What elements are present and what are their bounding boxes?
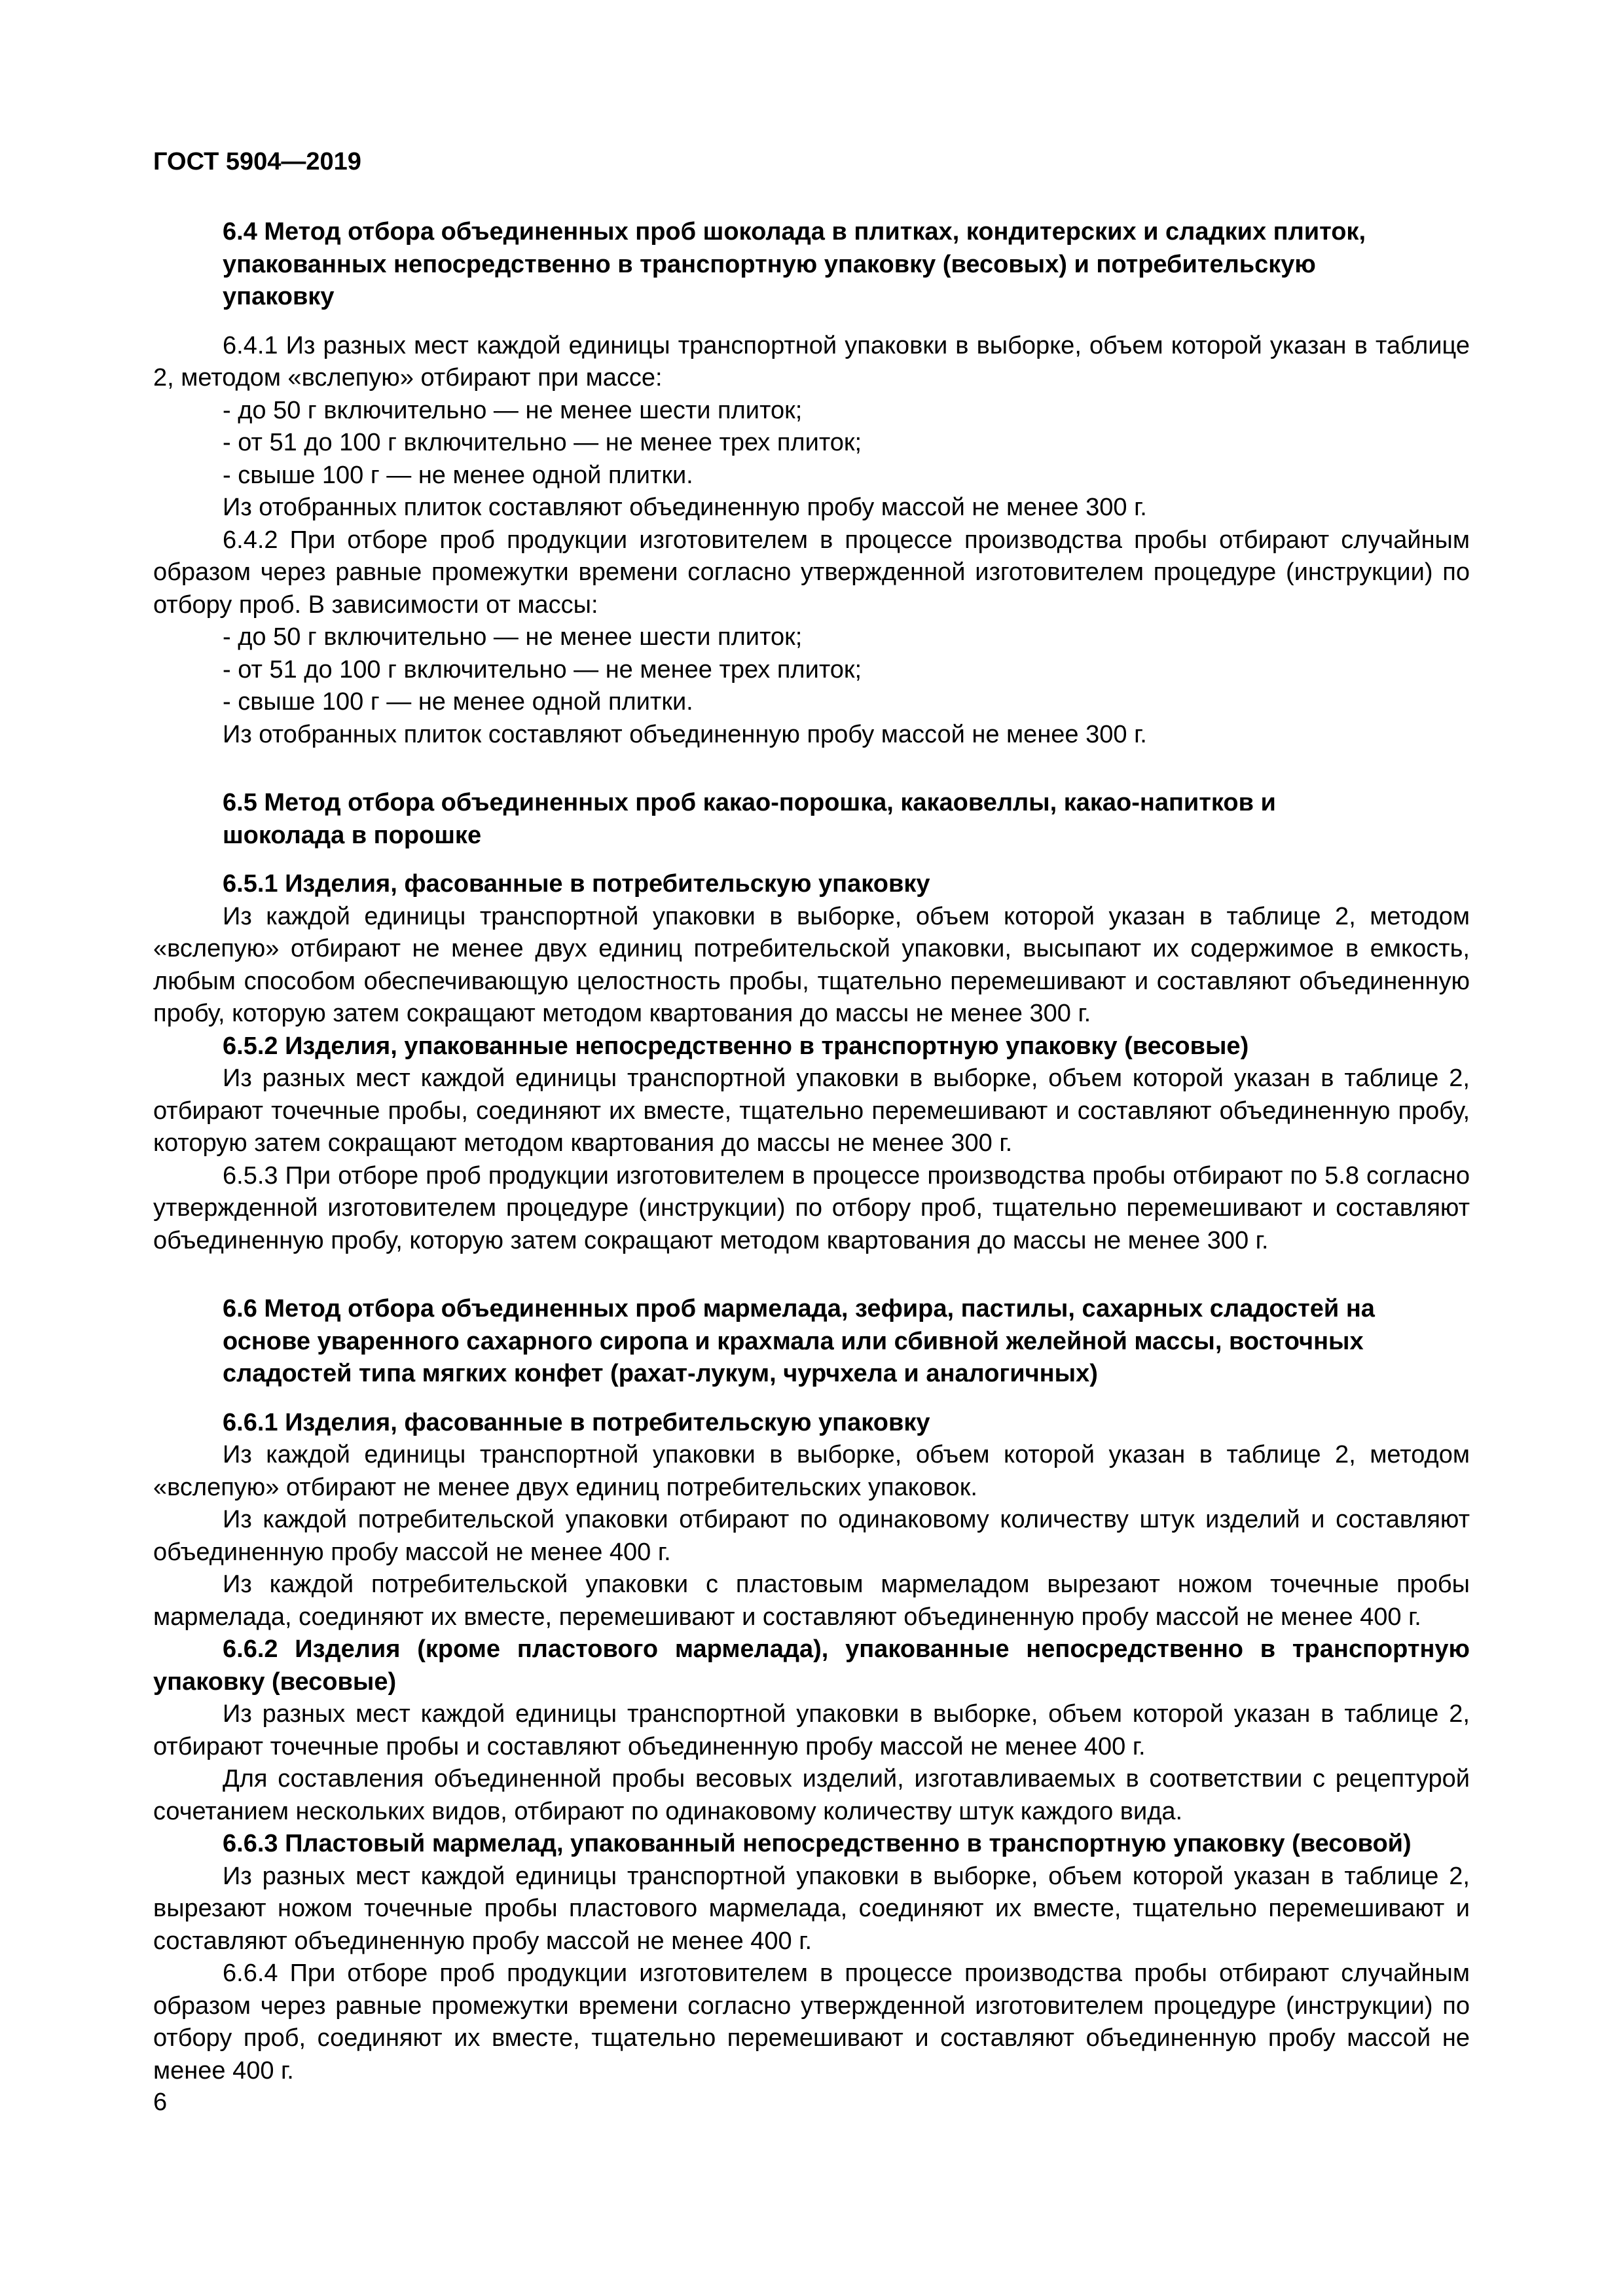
list-item: - свыше 100 г — не менее одной плитки. bbox=[223, 461, 693, 489]
section-6-6-title: 6.6 Метод отбора объединенных проб мармелада, зефира, пастилы, сахарных сладостей на основе уваренного сахарного сиропа и крахмала или сбивной желейной массы, восточных сладостей типа мягких конфет (рахат-лукум, чурчхела и аналогичных) bbox=[223, 1295, 1375, 1387]
page-content bbox=[153, 216, 1470, 2087]
para-6-6-3: Из разных мест каждой единицы транспортной упаковки в выборке, объем которой указан в таблице 2, вырезают ножом точечные пробы пластового мармелада, соединяют их вместе, тщательно перемешивают и составляют объединенную пробу массой не менее 400 г. bbox=[153, 1862, 1470, 1955]
subsection-6-6-3-title: 6.6.3 Пластовый мармелад, упакованный непосредственно в транспортную упаковку (весовой) bbox=[223, 1830, 1412, 1857]
list-item: - от 51 до 100 г включительно — не менее трех плиток; bbox=[223, 655, 862, 683]
subsection-6-5-1-title: 6.5.1 Изделия, фасованные в потребительскую упаковку bbox=[223, 870, 930, 898]
section-6-5-title: 6.5 Метод отбора объединенных проб какао-порошка, какаовеллы, какао-напитков и шоколада в порошке bbox=[223, 789, 1276, 849]
subsection-6-6-1-title: 6.6.1 Изделия, фасованные в потребительскую упаковку bbox=[223, 1408, 930, 1436]
para-6-5-1: Из каждой единицы транспортной упаковки в выборке, объем которой указан в таблице 2, методом «вслепую» отбирают не менее двух единиц потребительской упаковки, высыпают их содержимое в емкость, любым способом обеспечивающую целостность пробы, тщательно перемешивают и составляют объединенную пробу, которую затем сокращают методом квартования до массы не менее 300 г. bbox=[153, 902, 1470, 1027]
para-6-6-1-c: Из каждой потребительской упаковки с пластовым мармеладом вырезают ножом точечные пробы мармелада, соединяют их вместе, перемешивают и составляют объединенную пробу массой не менее 400 г. bbox=[153, 1571, 1470, 1631]
section-6-4-title: 6.4 Метод отбора объединенных проб шоколада в плитках, кондитерских и сладких плиток, упакованных непосредственно в транспортную упаковку (весовых) и потребительскую упаковку bbox=[223, 218, 1366, 310]
subsection-6-6-2-title: 6.6.2 Изделия (кроме пластового мармелада), упакованные непосредственно в транспортную упаковку (весовые) bbox=[153, 1635, 1470, 1696]
standard-designation: ГОСТ 5904—2019 bbox=[153, 148, 361, 175]
list-item: - свыше 100 г — не менее одной плитки. bbox=[223, 688, 693, 716]
list-item: - до 50 г включительно — не менее шести плиток; bbox=[223, 623, 803, 651]
para-6-5-2: Из разных мест каждой единицы транспортной упаковки в выборке, объем которой указан в таблице 2, отбирают точечные пробы, соединяют их вместе, тщательно перемешивают и составляют объединенную пробу, которую затем сокращают методом квартования до массы не менее 300 г. bbox=[153, 1065, 1470, 1157]
subsection-6-5-2-title: 6.5.2 Изделия, упакованные непосредственно в транспортную упаковку (весовые) bbox=[223, 1032, 1249, 1060]
para-6-5-3: 6.5.3 При отборе проб продукции изготовителем в процессе производства пробы отбирают по 5.8 согласно утвержденной изготовителем процедуре (инструкции) по отбору проб, тщательно перемешивают и составляют объединенную пробу, которую затем сокращают методом квартования до массы не менее 300 г. bbox=[153, 1161, 1470, 1254]
para-6-4-1-result: Из отобранных плиток составляют объединенную пробу массой не менее 300 г. bbox=[223, 494, 1147, 521]
para-6-6-1-a: Из каждой единицы транспортной упаковки в выборке, объем которой указан в таблице 2, методом «вслепую» отбирают не менее двух единиц потребительских упаковок. bbox=[153, 1441, 1470, 1501]
page-number: 6 bbox=[153, 2088, 168, 2116]
para-6-4-1: 6.4.1 Из разных мест каждой единицы транспортной упаковки в выборке, объем которой указан в таблице 2, методом «вслепую» отбирают при массе: bbox=[153, 331, 1470, 392]
para-6-6-2-a: Из разных мест каждой единицы транспортной упаковки в выборке, объем которой указан в таблице 2, отбирают точечные пробы и составляют объединенную пробу массой не менее 400 г. bbox=[153, 1700, 1470, 1760]
para-6-6-4: 6.6.4 При отборе проб продукции изготовителем в процессе производства пробы отбирают случайным образом через равные промежутки времени согласно утвержденной изготовителем процедуре (инструкции) по отбору проб, соединяют их вместе, тщательно перемешивают и составляют объединенную пробу массой не менее 400 г. bbox=[153, 1959, 1470, 2085]
list-item: - до 50 г включительно — не менее шести плиток; bbox=[223, 396, 803, 424]
para-6-4-2: 6.4.2 При отборе проб продукции изготовителем в процессе производства пробы отбирают случайным образом через равные промежутки времени согласно утвержденной изготовителем процедуре (инструкции) по отбору проб. В зависимости от массы: bbox=[153, 526, 1470, 619]
para-6-6-2-b: Для составления объединенной пробы весовых изделий, изготавливаемых в соответствии с рецептурой сочетанием нескольких видов, отбирают по одинаковому количеству штук каждого вида. bbox=[153, 1765, 1470, 1825]
list-item: - от 51 до 100 г включительно — не менее трех плиток; bbox=[223, 429, 862, 456]
para-6-6-1-b: Из каждой потребительской упаковки отбирают по одинаковому количеству штук изделий и составляют объединенную пробу массой не менее 400 г. bbox=[153, 1506, 1470, 1566]
para-6-4-2-result: Из отобранных плиток составляют объединенную пробу массой не менее 300 г. bbox=[223, 720, 1147, 748]
